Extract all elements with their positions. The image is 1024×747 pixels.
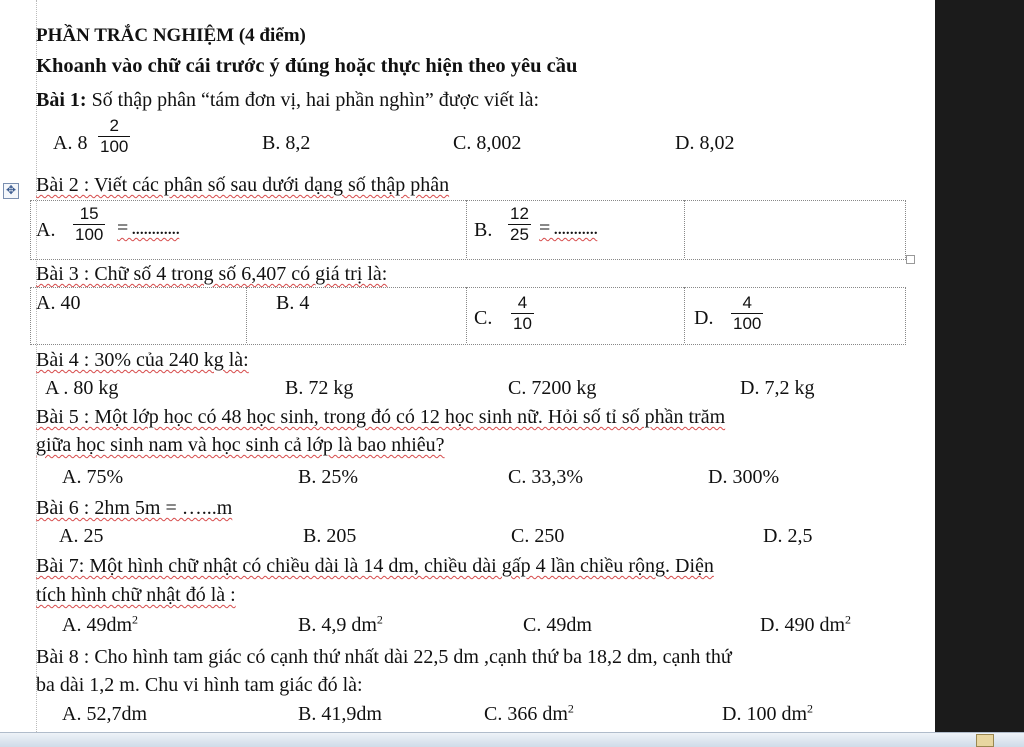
q6-option-a[interactable]: A. 25 [59, 525, 104, 547]
q5-text-line2: giữa học sinh nam và học sinh cả lớp là bao nhiêu? [36, 434, 445, 456]
q4-option-c[interactable]: C. 7200 kg [508, 377, 597, 399]
fraction-numerator: 4 [517, 293, 528, 312]
q3-option-c[interactable]: C. [474, 307, 493, 329]
superscript: 2 [845, 612, 851, 627]
q1-option-a[interactable]: A. 8 [53, 132, 88, 154]
q2-option-b[interactable]: B. [474, 219, 493, 241]
q7-option-b[interactable] [298, 613, 383, 637]
q3-text: Bài 3 : Chữ số 4 trong số 6,407 có giá trị là: [36, 263, 388, 285]
fraction-numerator: 15 [79, 204, 99, 223]
q2-option-a-fraction [73, 204, 105, 245]
q8-text-line1: Bài 8 : Cho hình tam giác có cạnh thứ nhất dài 22,5 dm ,cạnh thứ ba 18,2 dm, cạnh thứ [36, 646, 732, 668]
q1-option-b[interactable]: B. 8,2 [262, 132, 311, 154]
superscript: 2 [567, 701, 574, 716]
q1-option-d[interactable]: D. 8,02 [675, 132, 735, 154]
q6-option-d[interactable]: D. 2,5 [763, 525, 813, 547]
q8-option-c[interactable] [484, 702, 574, 726]
q8-option-d[interactable] [722, 702, 813, 726]
table-move-icon[interactable]: ✥ [3, 183, 19, 199]
q6-option-b[interactable]: B. 205 [303, 525, 357, 547]
q1-option-c[interactable]: C. 8,002 [453, 132, 522, 154]
q2-option-a[interactable]: A. [36, 219, 56, 241]
q6-text: Bài 6 : 2hm 5m = …...m [36, 497, 233, 519]
q1-text [36, 88, 539, 112]
q2-answer-blank-b[interactable]: = ........... [539, 217, 598, 239]
fraction-denominator: 100 [733, 314, 762, 333]
q3-option-d[interactable]: D. [694, 307, 714, 329]
fraction-numerator: 2 [109, 116, 119, 135]
superscript: 2 [376, 612, 383, 627]
q8-option-b[interactable]: B. 41,9dm [298, 703, 382, 725]
q2-text: Bài 2 : Viết các phân số sau dưới dạng số thập phân [36, 174, 450, 196]
fraction-numerator: 12 [510, 204, 529, 223]
q4-option-b[interactable]: B. 72 kg [285, 377, 354, 399]
q7-option-c[interactable]: C. 49dm [523, 614, 592, 636]
q7-text-line1: Bài 7: Một hình chữ nhật có chiều dài là 14 dm, chiều dài gấp 4 lần chiều rộng. Diện [36, 555, 714, 577]
superscript: 2 [807, 701, 813, 716]
q7-option-b-value: B. 4,9 dm [298, 614, 377, 636]
q7-option-a[interactable] [62, 613, 138, 637]
q7-option-d-value: D. 490 dm [760, 614, 845, 636]
q2-answer-blank-a[interactable]: = ............ [117, 217, 180, 239]
q8-option-d-value: D. 100 dm [722, 703, 807, 725]
q3-table [30, 287, 906, 345]
status-bar [0, 732, 1024, 747]
scroll-button[interactable] [976, 734, 994, 747]
section-title: PHẦN TRẮC NGHIỆM (4 điểm) [36, 25, 306, 46]
fraction-numerator: 4 [742, 293, 752, 312]
table-resize-handle[interactable] [906, 255, 915, 264]
table-divider [466, 200, 467, 258]
q5-option-d[interactable]: D. 300% [708, 466, 780, 488]
q3-option-d-fraction [731, 293, 763, 334]
q8-text-line2: ba dài 1,2 m. Chu vi hình tam giác đó là: [36, 674, 363, 696]
q5-option-b[interactable]: B. 25% [298, 466, 358, 488]
q4-option-d[interactable]: D. 7,2 kg [740, 377, 815, 399]
q8-option-a[interactable]: A. 52,7dm [62, 703, 147, 725]
q1-option-a-fraction [98, 116, 130, 157]
table-divider [684, 200, 685, 258]
q7-text-line2: tích hình chữ nhật đó là : [36, 584, 236, 606]
q7-option-d[interactable] [760, 613, 851, 637]
window-frame-right [935, 0, 1024, 746]
q2-option-b-fraction [508, 204, 531, 245]
table-divider [466, 287, 467, 343]
q1-question: Số thập phân “tám đơn vị, hai phần nghìn” được viết là: [91, 89, 540, 111]
table-divider [684, 287, 685, 343]
q3-option-a[interactable]: A. 40 [36, 292, 81, 314]
instruction-text: Khoanh vào chữ cái trước ý đúng hoặc thực hiện theo yêu cầu [36, 55, 578, 77]
q7-option-a-value: A. 49dm [62, 614, 132, 636]
q5-text-line1: Bài 5 : Một lớp học có 48 học sinh, trong đó có 12 học sinh nữ. Hỏi số tỉ số phần trăm [36, 406, 726, 428]
q3-option-b[interactable]: B. 4 [276, 292, 310, 314]
fraction-denominator: 100 [75, 225, 104, 244]
q4-option-a[interactable]: A . 80 kg [45, 377, 119, 399]
fraction-denominator: 100 [100, 137, 129, 156]
fraction-denominator: 25 [510, 225, 529, 244]
q6-option-c[interactable]: C. 250 [511, 525, 565, 547]
q8-option-c-value: C. 366 dm [484, 703, 568, 725]
superscript: 2 [132, 612, 138, 627]
q3-option-c-fraction [511, 293, 534, 334]
q5-option-a[interactable]: A. 75% [62, 466, 124, 488]
q5-option-c[interactable]: C. 33,3% [508, 466, 583, 488]
table-divider [246, 287, 247, 343]
q4-text: Bài 4 : 30% của 240 kg là: [36, 349, 249, 371]
fraction-denominator: 10 [513, 314, 532, 333]
q1-label: Bài 1: [36, 89, 87, 111]
